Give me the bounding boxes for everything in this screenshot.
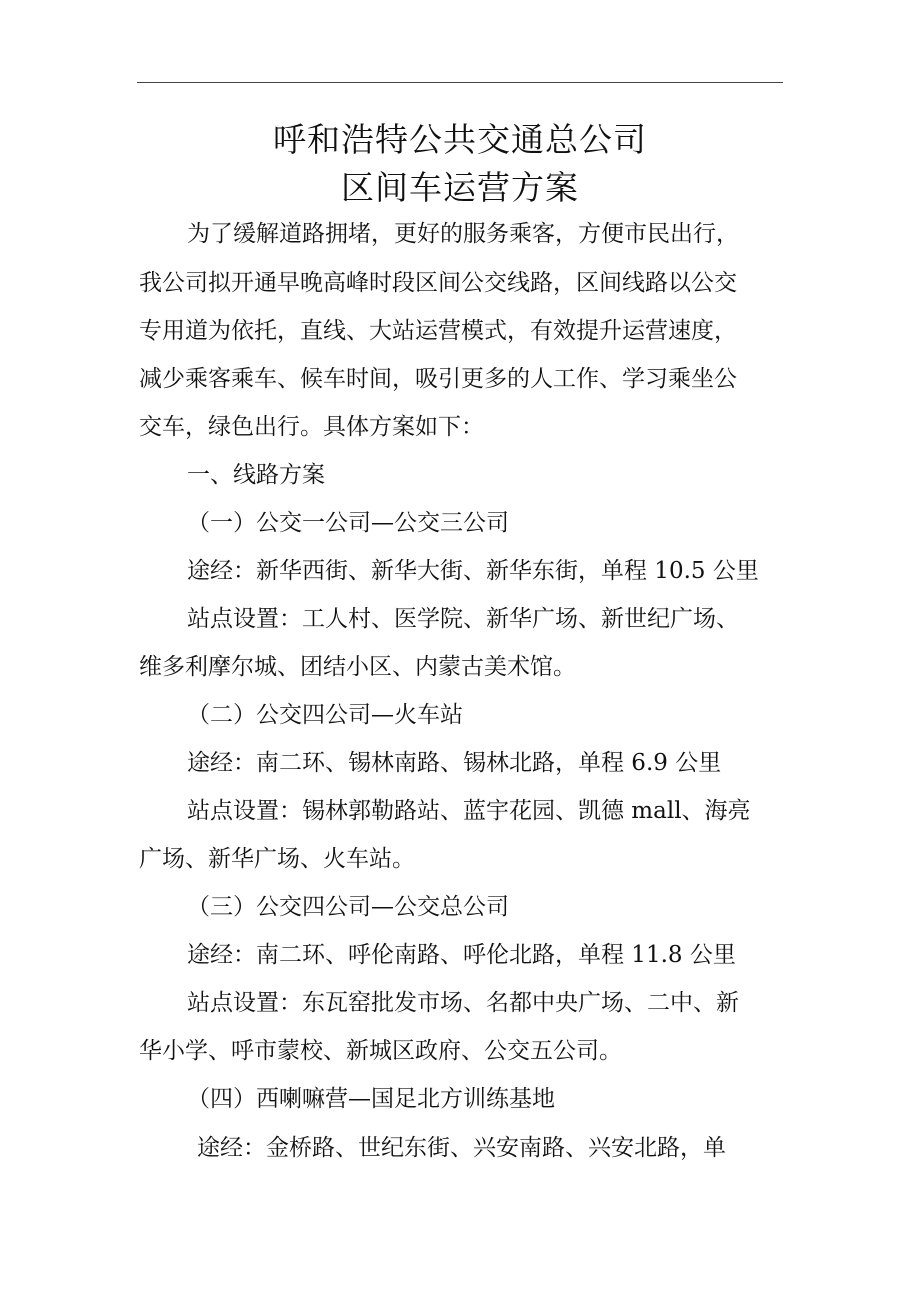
route-via: 途经：南二环、呼伦南路、呼伦北路，单程 11.8 公里 xyxy=(187,942,736,968)
text-line: 减少乘客乘车、候车时间，吸引更多的人工作、学习乘坐公 xyxy=(139,366,737,392)
text-line: 为了缓解道路拥堵，更好的服务乘客，方便市民出行， xyxy=(187,221,739,247)
document-title: 呼和浩特公共交通总公司 xyxy=(273,120,647,159)
route-via: 途经：新华西街、新华大街、新华东街，单程 10.5 公里 xyxy=(187,558,759,584)
text-line: 我公司拟开通早晚高峰时段区间公交线路，区间线路以公交 xyxy=(139,270,737,296)
route-stops: 站点设置：锡林郭勒路站、蓝宇花园、凯德 mall、海亮 xyxy=(187,798,751,824)
route-stops-cont: 华小学、呼市蒙校、新城区政府、公交五公司。 xyxy=(139,1038,622,1064)
route-heading: （二）公交四公司—火车站 xyxy=(187,702,463,728)
text-line: 专用道为依托，直线、大站运营模式，有效提升运营速度， xyxy=(139,318,737,344)
section-heading: 一、线路方案 xyxy=(187,462,325,488)
route-via: 途经：南二环、锡林南路、锡林北路，单程 6.9 公里 xyxy=(187,750,722,776)
route-heading: （四）西喇嘛营—国足北方训练基地 xyxy=(187,1086,555,1112)
route-heading: （三）公交四公司—公交总公司 xyxy=(187,894,509,920)
text-line: 交车，绿色出行。具体方案如下： xyxy=(139,414,484,440)
route-stops-cont: 广场、新华广场、火车站。 xyxy=(139,846,415,872)
document-subtitle: 区间车运营方案 xyxy=(341,168,579,207)
header-rule xyxy=(137,82,783,83)
route-heading: （一）公交一公司—公交三公司 xyxy=(187,510,509,536)
route-stops: 站点设置：工人村、医学院、新华广场、新世纪广场、 xyxy=(187,606,739,632)
route-stops-cont: 维多利摩尔城、团结小区、内蒙古美术馆。 xyxy=(139,654,576,680)
route-via: 途经：金桥路、世纪东街、兴安南路、兴安北路，单 xyxy=(197,1135,726,1161)
route-stops: 站点设置：东瓦窑批发市场、名都中央广场、二中、新 xyxy=(187,990,739,1016)
